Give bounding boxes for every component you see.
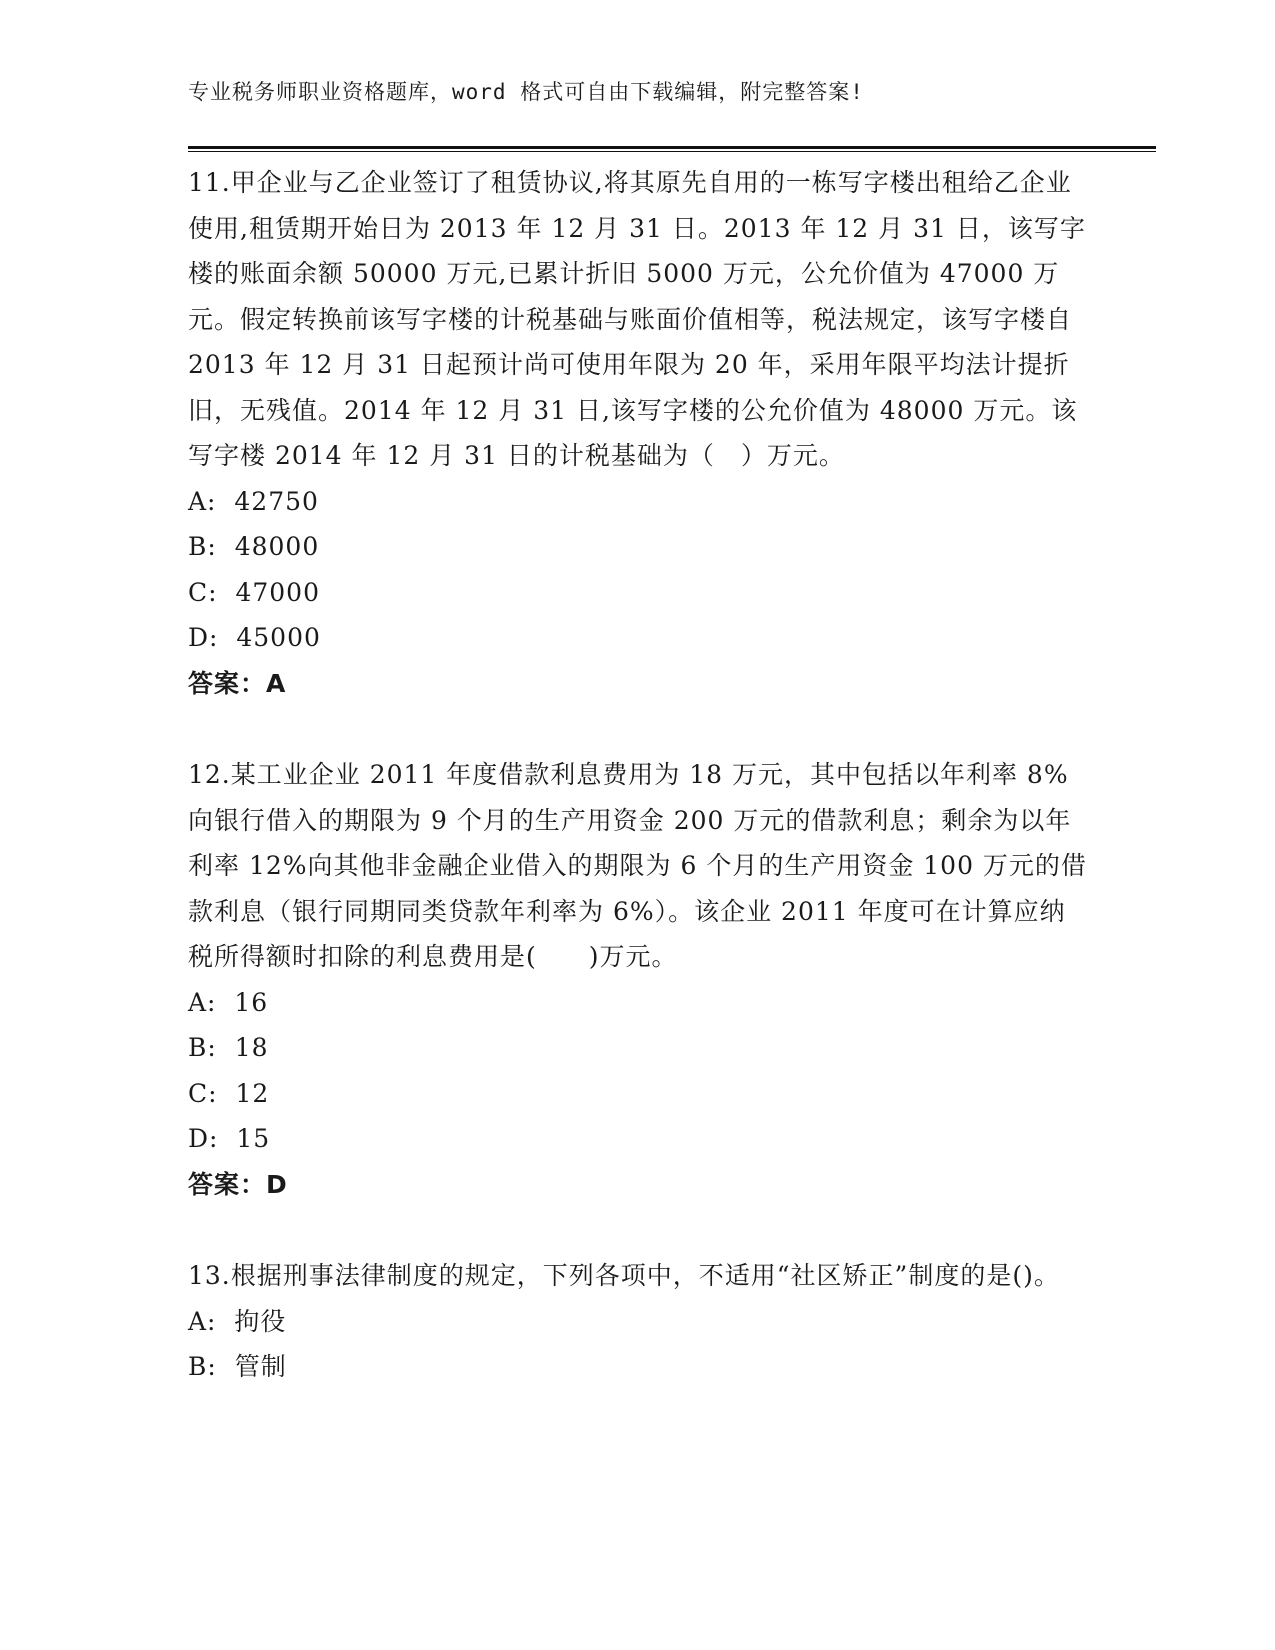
option-text: 拘役 bbox=[234, 1306, 287, 1336]
question-13 bbox=[188, 1253, 1088, 1390]
option-d bbox=[188, 1116, 1088, 1162]
option-letter: A: bbox=[188, 486, 217, 516]
option-letter: B: bbox=[188, 1352, 217, 1381]
option-letter: A: bbox=[188, 1306, 217, 1336]
option-letter: C: bbox=[188, 577, 218, 607]
header-rule-thin bbox=[188, 151, 1156, 152]
option-text: 18 bbox=[234, 1033, 269, 1062]
header-rule bbox=[188, 146, 1156, 149]
option-text: 42750 bbox=[234, 486, 319, 516]
question-stem: 12.某工业企业 2011 年度借款利息费用为 18 万元，其中包括以年利率 8%向银行借入的期限为 9 个月的生产用资金 200 万元的借款利息；剩余为以年利率 12%向其他非金融企业借入的期限为 6 个月的生产用资金 100 万元的借款利息（银行同期同类贷款年利率为 6%）。该企业 2011 年度可在计算应纳税所得额时扣除的利息费用是( )万元。 bbox=[188, 760, 1087, 971]
option-a bbox=[188, 1299, 1088, 1345]
question-11 bbox=[188, 160, 1088, 706]
question-stem: 13.根据刑事法律制度的规定，下列各项中，不适用“社区矫正”制度的是()。 bbox=[188, 1261, 1060, 1290]
option-text: 12 bbox=[235, 1078, 270, 1108]
question-12 bbox=[188, 752, 1088, 1207]
option-letter: D: bbox=[188, 1124, 219, 1153]
option-letter: D: bbox=[188, 623, 219, 652]
option-text: 45000 bbox=[236, 623, 321, 652]
option-text: 15 bbox=[236, 1124, 271, 1153]
option-letter: B: bbox=[188, 1033, 217, 1062]
page-header: 专业税务师职业资格题库，word 格式可自由下载编辑，附完整答案! bbox=[188, 80, 864, 104]
option-letter: B: bbox=[188, 532, 217, 561]
option-a bbox=[188, 479, 1088, 525]
option-letter: C: bbox=[188, 1078, 218, 1108]
option-list bbox=[188, 980, 1088, 1162]
option-text: 管制 bbox=[234, 1352, 287, 1381]
question-stem: 11.甲企业与乙企业签订了租赁协议,将其原先自用的一栋写字楼出租给乙企业使用,租赁期开始日为 2013 年 12 月 31 日。2013 年 12 月 31 日，该写字楼的账面余额 50000 万元,已累计折旧 5000 万元，公允价值为 47000 万元。假定转换前该写字楼的计税基础与账面价值相等，税法规定，该写字楼自 2013 年 12 月 31 日起预计尚可使用年限为 20 年，采用年限平均法计提折旧，无残值。2014 年 12 月 31 日,该写字楼的公允价值为 48000 万元。该写字楼 2014 年 12 月 31 日的计税基础为（ ）万元。 bbox=[188, 168, 1086, 470]
answer-line: 答案：A bbox=[188, 668, 287, 698]
option-b bbox=[188, 524, 1088, 570]
option-b bbox=[188, 1025, 1088, 1071]
option-b bbox=[188, 1344, 1088, 1390]
option-letter: A: bbox=[188, 987, 217, 1017]
option-text: 48000 bbox=[234, 532, 320, 561]
question-spacer bbox=[188, 1207, 1088, 1253]
option-text: 16 bbox=[234, 987, 269, 1017]
option-c bbox=[188, 1071, 1088, 1117]
option-d bbox=[188, 615, 1088, 661]
option-c bbox=[188, 570, 1088, 616]
option-list bbox=[188, 1299, 1088, 1390]
question-spacer bbox=[188, 706, 1088, 752]
option-a bbox=[188, 980, 1088, 1026]
answer-line: 答案：D bbox=[188, 1169, 288, 1199]
option-text: 47000 bbox=[235, 577, 320, 607]
option-list bbox=[188, 479, 1088, 661]
question-list bbox=[188, 160, 1088, 1390]
